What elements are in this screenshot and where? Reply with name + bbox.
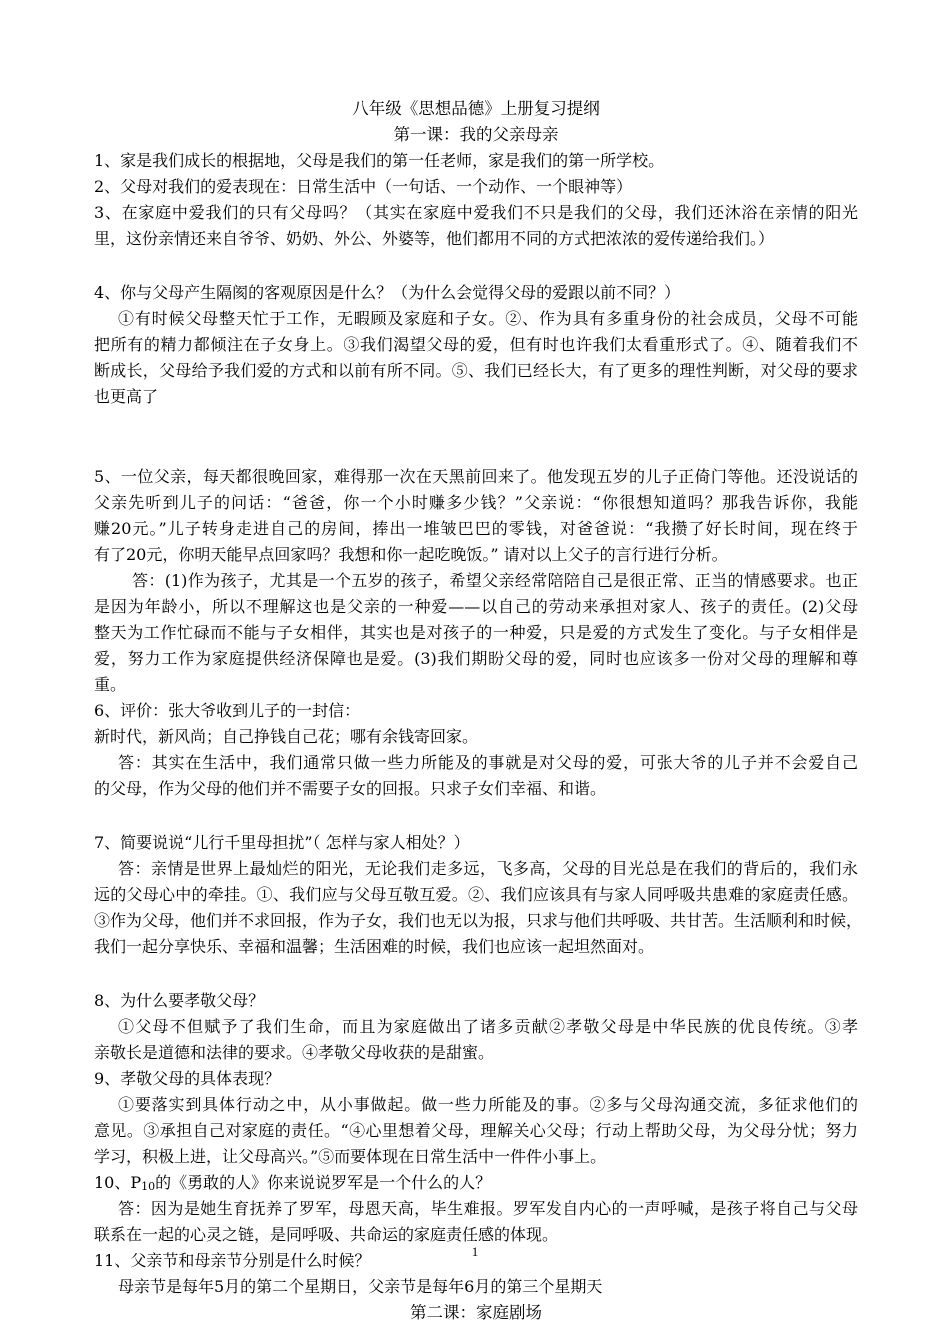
item-9: 9、孝敬父母的具体表现？: [94, 1069, 281, 1088]
item-3-line-1: 3、在家庭中爱我们的只有父母吗？（其实在家庭中爱我们不只是我们的父母，我们还沐浴在亲情的阳光: [94, 203, 858, 222]
item-5-answer-line-5: 重。: [94, 675, 127, 694]
item-5-line-1: 5、一位父亲，每天都很晚回家，难得那一次在天黑前回来了。他发现五岁的儿子正倚门等他。还没说话的: [94, 467, 858, 486]
item-10-prefix: 10、P: [94, 1173, 142, 1192]
item-6: 6、评价：张大爷收到儿子的一封信：: [94, 701, 361, 720]
item-9-answer-line-1: ①要落实到具体行动之中，从小事做起。做一些力所能及的事。②多与父母沟通交流，多征求他们的: [118, 1095, 858, 1114]
item-10-question: 的《勇敢的人》你来说说罗军是一个什么的人？: [155, 1173, 492, 1192]
item-6-answer-line-2: 的父母，作为父母的他们并不需要子女的回报。只求子女们幸福、和谐。: [94, 779, 607, 798]
spacer: [94, 960, 858, 988]
item-4-answer-line-3: 断成长，父母给予我们爱的方式和以前有所不同。⑤、我们已经长大，有了更多的理性判断，对父母的要求: [94, 361, 858, 380]
item-10-subscript: 10: [141, 1180, 156, 1193]
item-6-letter: 新时代，新风尚；自己挣钱自己花；哪有余钱寄回家。: [94, 727, 479, 746]
document-title: 八年级《思想品德》上册复习提纲: [352, 99, 600, 118]
item-4-answer-line-2: 把所有的精力都倾注在子女身上。③我们渴望父母的爱，但有时也许我们太看重形式了。④、随着我们不: [94, 335, 858, 354]
item-5-answer-line-4: 爱，努力工作为家庭提供经济保障也是爱。(3)我们期盼父母的爱，同时也应该多一份对父母的理解和尊: [94, 649, 858, 668]
item-5-answer-line-2: 是因为年龄小，所以不理解这也是父亲的一种爱——以自己的劳动来承担对家人、孩子的责任。(2)父母: [94, 597, 858, 616]
item-5-line-4: 有了20元，你明天能早点回家吗？我想和你一起吃晚饭。” 请对以上父子的言行进行分析。: [94, 545, 728, 564]
item-4-answer-line-1: ①有时候父母整天忙于工作，无暇顾及家庭和子女。②、作为具有多重身份的社会成员，父母不可能: [118, 309, 858, 328]
item-7-answer-line-3: ③作为父母，他们并不求回报，作为子女，我们也无以为报，只求与他们共呼吸、共甘苦。生活顺利和时候，: [94, 911, 863, 930]
item-9-answer-line-2: 意见。③承担自己对家庭的责任。“④心里想着父母，理解关心父母；行动上帮助父母，为父母分忧；努力: [94, 1121, 858, 1140]
spacer: [94, 438, 858, 464]
item-7-answer-line-2: 远的父母心中的牵挂。①、我们应与父母互敬互爱。②、我们应该具有与家人同呼吸共患难的家庭责任感。: [94, 885, 858, 904]
item-3-line-2: 里，这份亲情还来自爷爷、奶奶、外公、外婆等，他们都用不同的方式把浓浓的爱传递给我们。）: [94, 229, 775, 248]
spacer: [94, 252, 858, 280]
item-5-answer-line-3: 整天为工作忙碌而不能与子女相伴，其实也是对孩子的一种爱，只是爱的方式发生了变化。与子女相伴是: [94, 623, 858, 642]
item-2: 2、父母对我们的爱表现在：日常生活中（一句话、一个动作、一个眼神等）: [94, 177, 633, 196]
item-10-answer-line-2: 联系在一起的心灵之链，是同呼吸、共命运的家庭责任感的体现。: [94, 1225, 559, 1244]
item-4-answer-line-4: 也更高了: [94, 387, 159, 406]
item-6-answer-line-1: 答：其实在生活中，我们通常只做一些力所能及的事就是对父母的爱，可张大爷的儿子并不会爱自己: [118, 753, 858, 772]
item-10: [94, 1170, 858, 1196]
page-number: 1: [471, 1244, 479, 1259]
spacer: [94, 410, 858, 438]
item-9-answer-line-3: 学习，积极上进，让父母高兴。”⑤而要体现在日常生活中一件件小事上。: [94, 1147, 607, 1166]
item-11: 11、父亲节和母亲节分别是什么时候？: [94, 1251, 371, 1270]
item-7: 7、简要说说“儿行千里母担扰”（ 怎样与家人相处？）: [94, 833, 470, 852]
item-8-answer-line-1: ①父母不但赋予了我们生命，而且为家庭做出了诸多贡献②孝敬父母是中华民族的优良传统。③孝: [118, 1017, 858, 1036]
lesson-1-title: 第一课：我的父亲母亲: [393, 125, 559, 144]
item-5-line-2: 父亲先听到儿子的问话：“爸爸，你一个小时赚多少钱？”父亲说：“你很想知道吗？那我告诉你，我能: [94, 493, 858, 512]
item-8-answer-line-2: 亲敬长是道德和法律的要求。④孝敬父母收获的是甜蜜。: [94, 1043, 495, 1062]
spacer: [94, 802, 858, 830]
item-11-answer: 母亲节是每年5月的第二个星期日，父亲节是每年6月的第三个星期天: [118, 1277, 603, 1296]
item-1: 1、家是我们成长的根据地，父母是我们的第一任老师，家是我们的第一所学校。: [94, 151, 665, 170]
item-5-line-3: 赚20元。”儿子转身走进自己的房间，捧出一堆皱巴巴的零钱，对爸爸说：“我攒了好长时间，现在终于: [94, 519, 858, 538]
item-5-answer-line-1: 答：(1)作为孩子，尤其是一个五岁的孩子，希望父亲经常陪陪自己是很正常、正当的情感要求。也正: [132, 571, 858, 590]
item-8: 8、为什么要孝敬父母？: [94, 991, 265, 1010]
lesson-2-title: 第二课：家庭剧场: [410, 1303, 542, 1322]
item-7-answer-line-4: 我们一起分享快乐、幸福和温馨；生活困难的时候，我们也应该一起坦然面对。: [94, 937, 655, 956]
document-page: [94, 96, 863, 1326]
item-7-answer-line-1: 答：亲情是世界上最灿烂的阳光，无论我们走多远，飞多高，父母的目光总是在我们的背后的，我们永: [118, 859, 858, 878]
item-10-answer-line-1: 答：因为是她生育抚养了罗军，母恩天高，毕生难报。罗军发自内心的一声呼喊，是孩子将自己与父母: [118, 1199, 858, 1218]
item-4: 4、你与父母产生隔阂的客观原因是什么？（为什么会觉得父母的爱跟以前不同？）: [94, 283, 681, 302]
